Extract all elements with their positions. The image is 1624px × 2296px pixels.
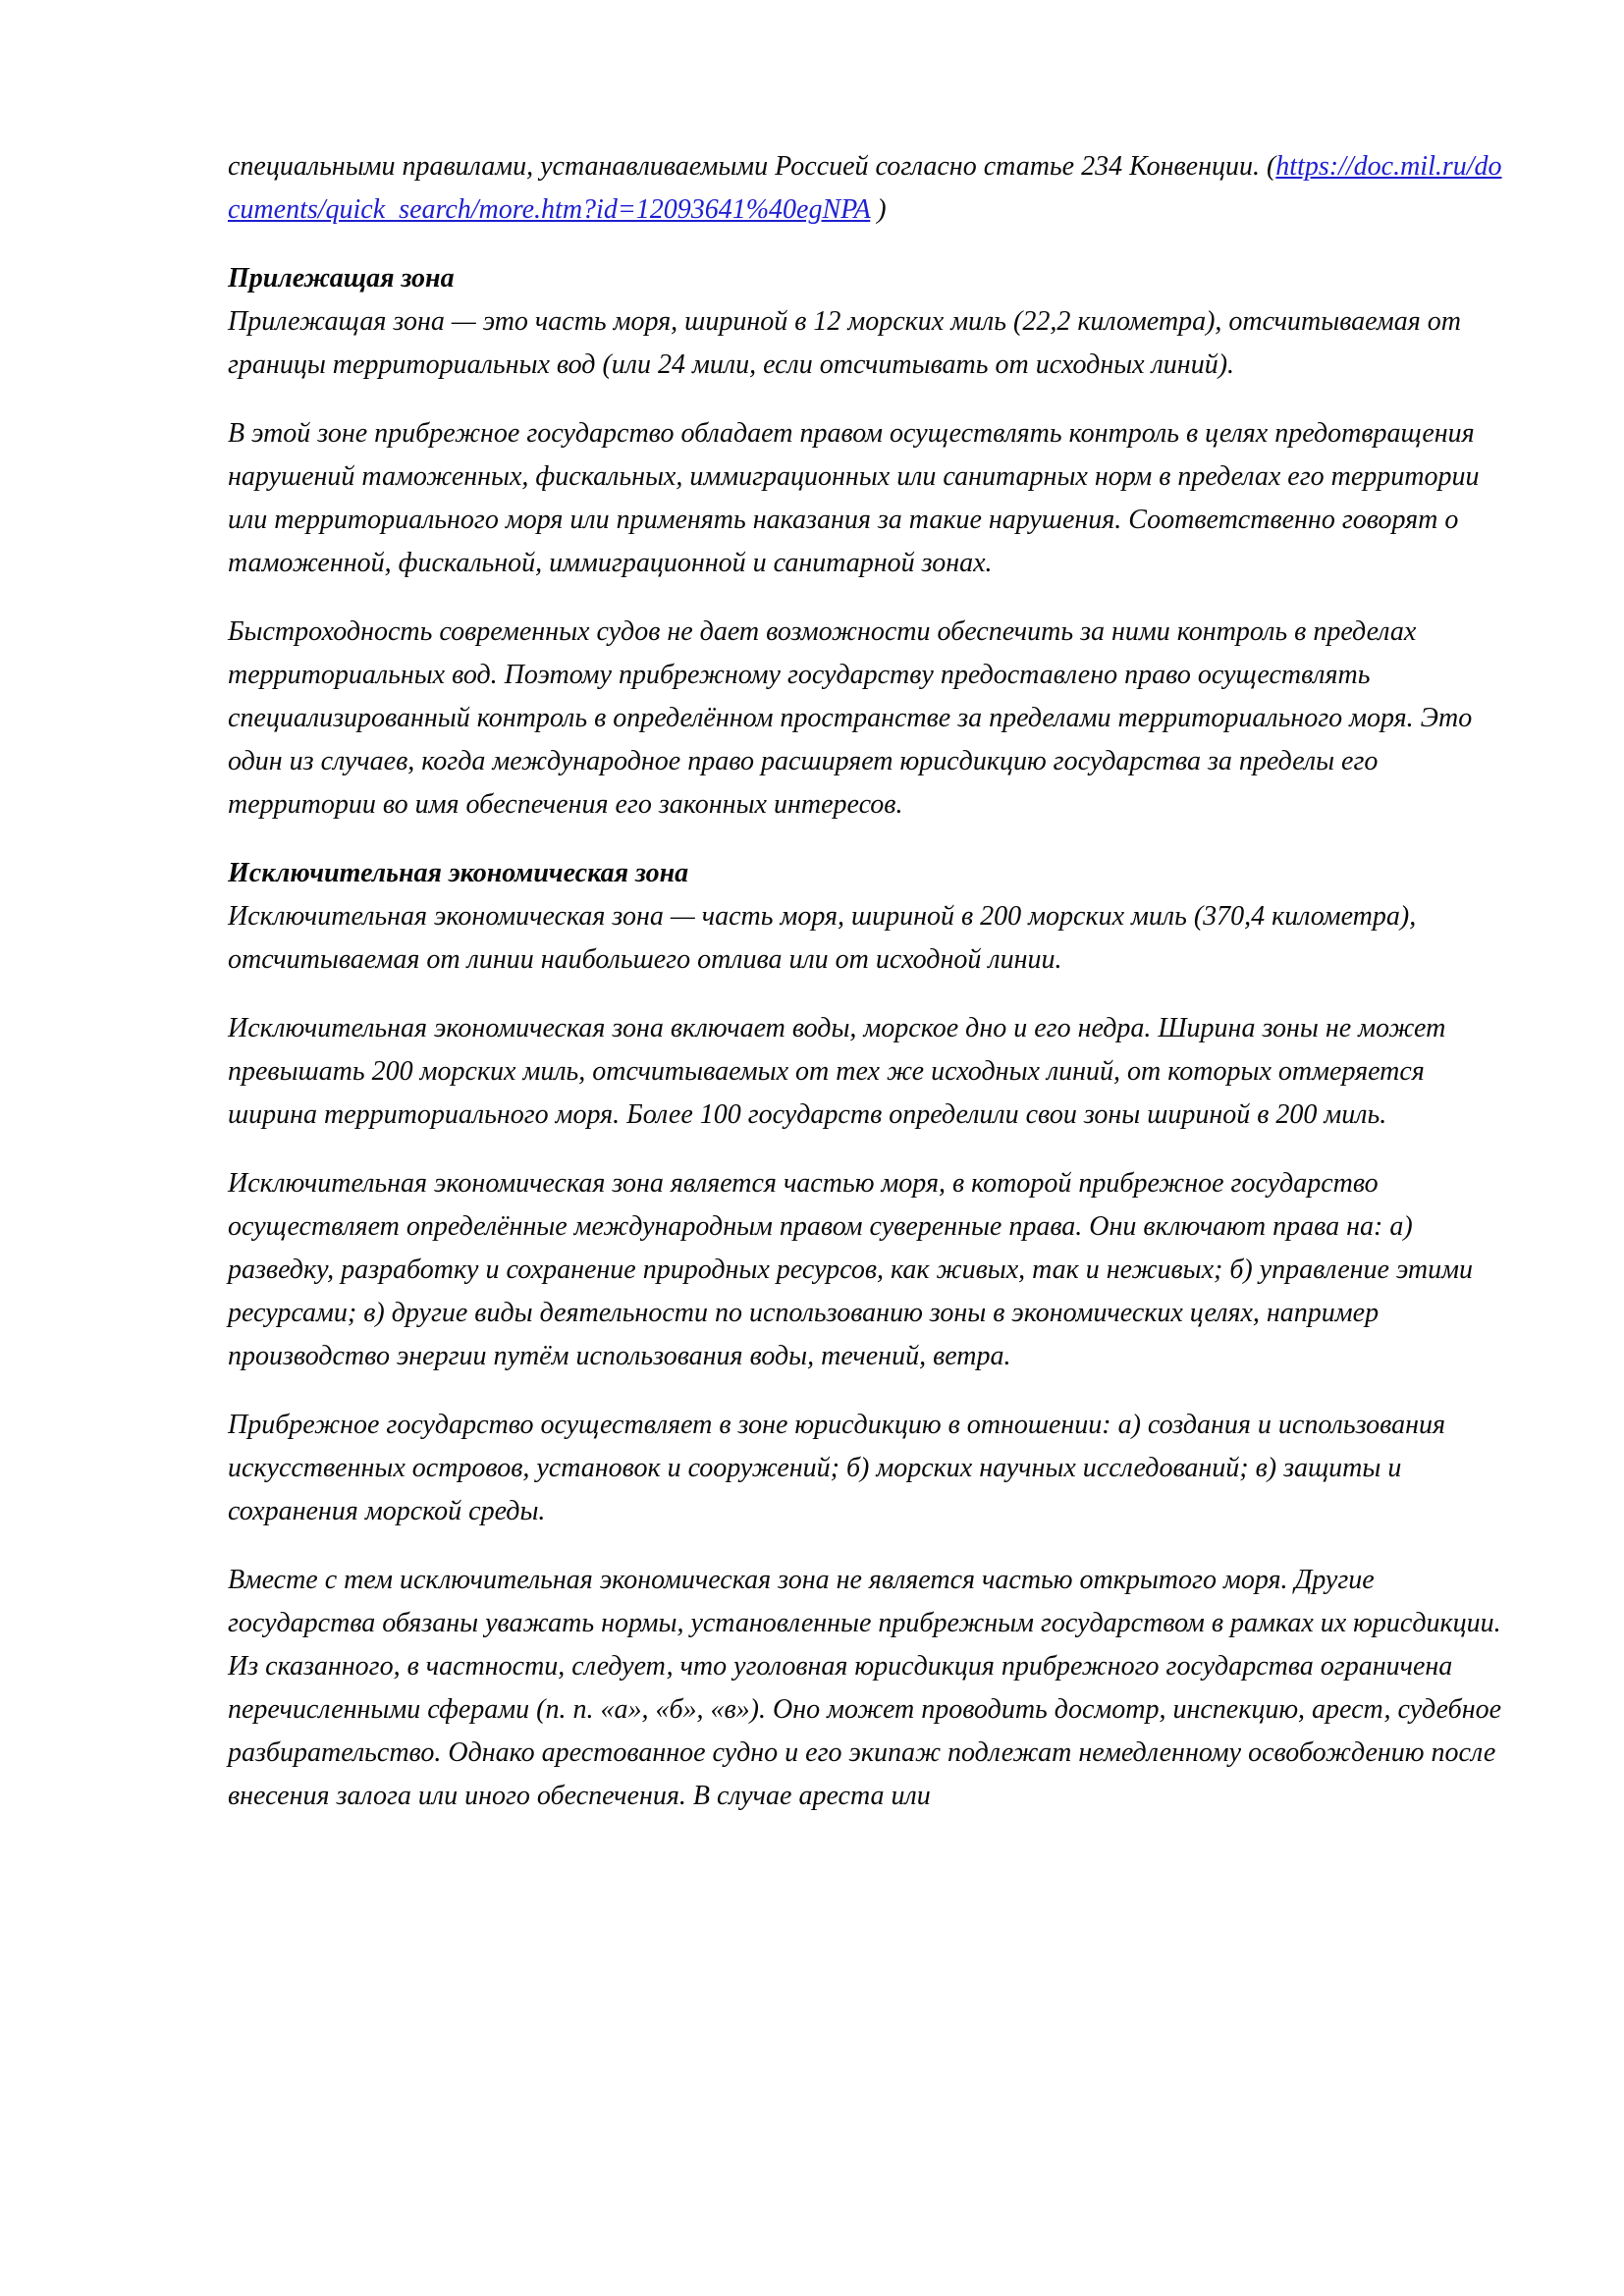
- section-heading-adjacent-zone: Прилежащая зона: [228, 263, 455, 294]
- paragraph: Исключительная экономическая зона включает воды, морское дно и его недра. Ширина зоны не может превышать 200 морских миль, отсчитываемых от тех же исходных линий, от которых отмеряется ширина территориального моря. Более 100 государств определили свои зоны шириной в 200 миль.: [228, 1013, 1446, 1130]
- intro-text-after-link: ): [870, 194, 887, 225]
- paragraph: В этой зоне прибрежное государство обладает правом осуществлять контроль в целях предотвращения нарушений таможенных, фискальных, иммиграционных или санитарных норм в пределах его территории или территориального моря или применять наказания за такие нарушения. Соответственно говорят о таможенной, фискальной, иммиграционной и санитарной зонах.: [228, 418, 1480, 578]
- paragraph: Исключительная экономическая зона является частью моря, в которой прибрежное государство осуществляет определённые международным правом суверенные права. Они включают права на: а) разведку, разработку и сохранение природных ресурсов, как живых, так и неживых; б) управление этими ресурсами; в) другие виды деятельности по использованию зоны в экономических целях, например производство энергии путём использования воды, течений, ветра.: [228, 1168, 1474, 1371]
- intro-text-before-link: специальными правилами, устанавливаемыми Россией согласно статье 234 Конвенции. (: [228, 151, 1276, 182]
- paragraph: Вместе с тем исключительная экономическая зона не является частью открытого моря. Другие государства обязаны уважать нормы, установленные прибрежным государством в рамках их юрисдикции. Из сказанного, в частности, следует, что уголовная юрисдикция прибрежного государства ограничена перечисленными сферами (п. п. «а», «б», «в»). Оно может проводить досмотр, инспекцию, арест, судебное разбирательство. Однако арестованное судно и его экипаж подлежат немедленному освобождению после внесения залога или иного обеспечения. В случае ареста или: [228, 1565, 1502, 1811]
- paragraph: Быстроходность современных судов не дает возможности обеспечить за ними контроль в пределах территориальных вод. Поэтому прибрежному государству предоставлено право осуществлять специализированный контроль в определённом пространстве за пределами территориального моря. Это один из случаев, когда международное право расширяет юрисдикцию государства за пределы его территории во имя обеспечения его законных интересов.: [228, 616, 1473, 820]
- paragraph: Прилежащая зона — это часть моря, шириной в 12 морских миль (22,2 километра), отсчитываемая от границы территориальных вод (или 24 мили, если отсчитывать от исходных линий).: [228, 306, 1462, 380]
- paragraph: Прибрежное государство осуществляет в зоне юрисдикцию в отношении: а) создания и использования искусственных островов, установок и сооружений; б) морских научных исследований; в) защиты и сохранения морской среды.: [228, 1410, 1446, 1526]
- paragraph: Исключительная экономическая зона — часть моря, шириной в 200 морских миль (370,4 километра), отсчитываемая от линии наибольшего отлива или от исходной линии.: [228, 901, 1417, 975]
- hyperlink[interactable]: https://doc.mil.ru/documents/quick_search/more.htm?id=12093641%40egNPA: [228, 151, 1502, 225]
- section-heading-exclusive-economic-zone: Исключительная экономическая зона: [228, 858, 689, 888]
- paragraph-intro: [228, 145, 1504, 232]
